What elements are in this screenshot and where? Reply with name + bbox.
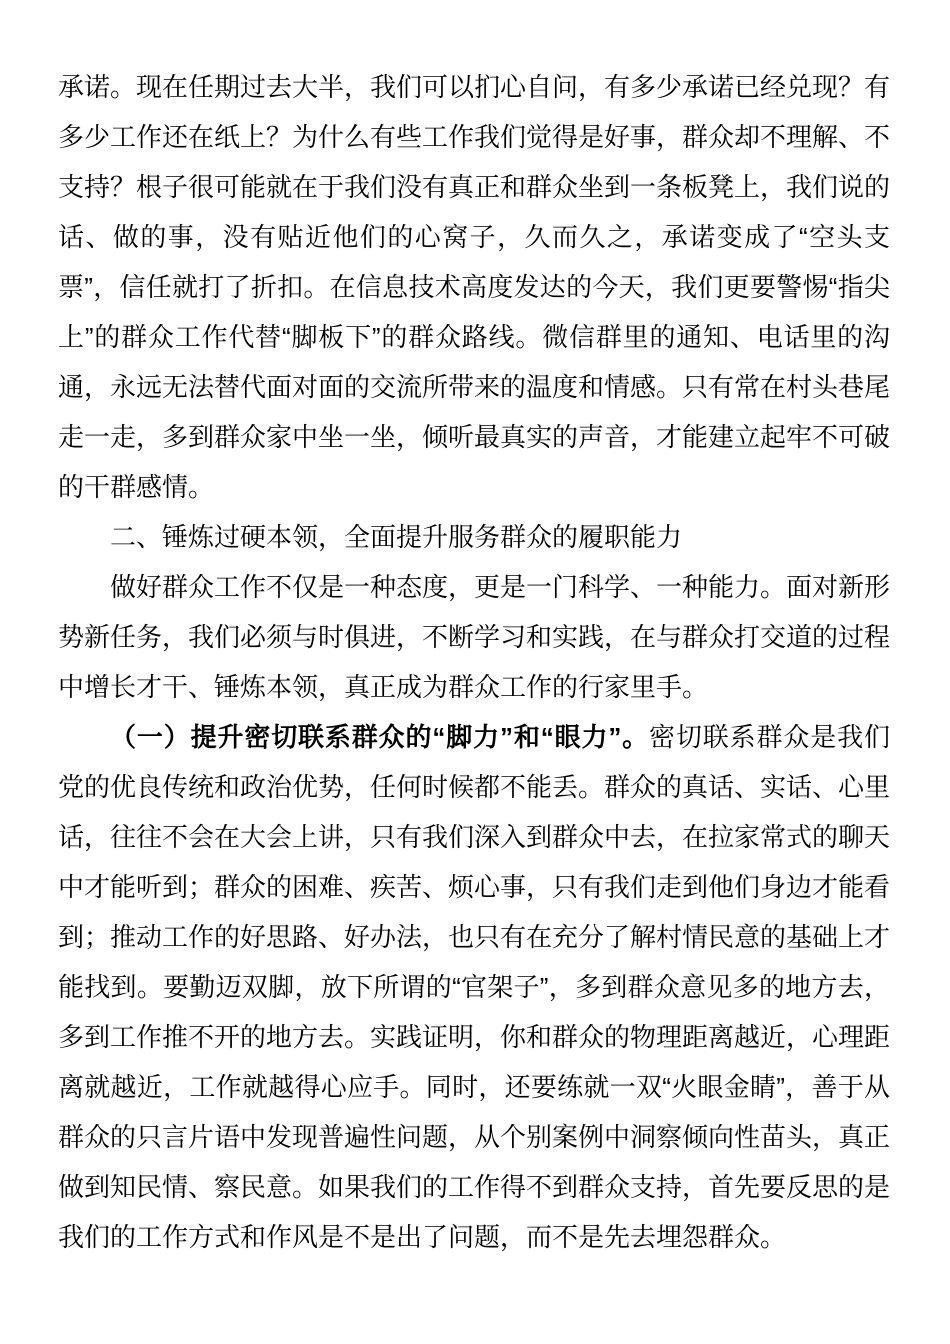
section-heading (58, 512, 890, 562)
paragraph (58, 712, 890, 1262)
text-run: 承诺。现在任期过去大半，我们可以扪心自问，有多少承诺已经兑现？有多少工作还在纸上？为什么有些工作我们觉得是好事，群众却不理解、不支持？根子很可能就在于我们没有真正和群众坐到一条板凳上，我们说的话、做的事，没有贴近他们的心窝子，久而久之，承诺变成了“空头支票”，信任就打了折扣。在信息技术高度发达的今天，我们更要警惕“指尖上”的群众工作代替“脚板下”的群众路线。微信群里的通知、电话里的沟通，永远无法替代面对面的交流所带来的温度和情感。只有常在村头巷尾走一走，多到群众家中坐一坐，倾听最真实的声音，才能建立起牢不可破的干群感情。 (58, 72, 891, 502)
document-content (58, 62, 890, 1262)
bold-text-run: （一）提升密切联系群众的“脚力”和“眼力”。 (110, 722, 650, 752)
paragraph (58, 562, 890, 712)
text-run: 二、锤炼过硬本领，全面提升服务群众的履职能力 (110, 522, 683, 552)
text-run: 做好群众工作不仅是一种态度，更是一门科学、一种能力。面对新形势新任务，我们必须与时俱进，不断学习和实践，在与群众打交道的过程中增长才干、锤炼本领，真正成为群众工作的行家里手。 (58, 572, 891, 702)
text-run: 密切联系群众是我们党的优良传统和政治优势，任何时候都不能丢。群众的真话、实话、心里话，往往不会在大会上讲，只有我们深入到群众中去，在拉家常式的聊天中才能听到；群众的困难、疾苦、烦心事，只有我们走到他们身边才能看到；推动工作的好思路、好办法，也只有在充分了解村情民意的基础上才能找到。要勤迈双脚，放下所谓的“官架子”，多到群众意见多的地方去，多到工作推不开的地方去。实践证明，你和群众的物理距离越近，心理距离就越近，工作就越得心应手。同时，还要练就一双“火眼金睛”，善于从群众的只言片语中发现普遍性问题，从个别案例中洞察倾向性苗头，真正做到知民情、察民意。如果我们的工作得不到群众支持，首先要反思的是我们的工作方式和作风是不是出了问题，而不是先去埋怨群众。 (58, 722, 891, 1252)
paragraph-continuation (58, 62, 890, 512)
